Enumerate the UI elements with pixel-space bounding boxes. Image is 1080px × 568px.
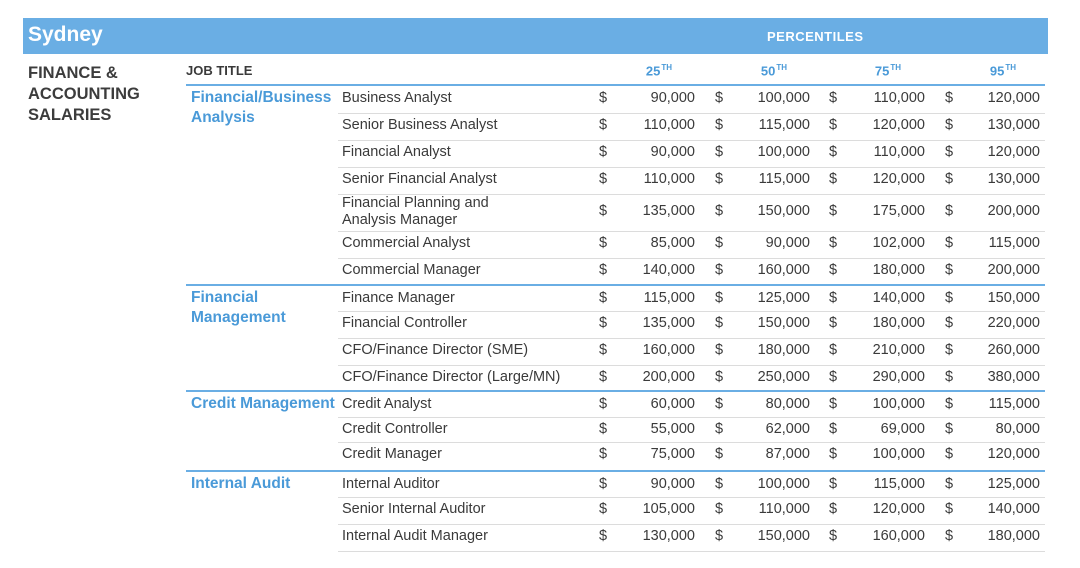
- currency-symbol: $: [715, 315, 724, 331]
- p25-value: 90,000: [650, 144, 695, 160]
- p50-value: 100,000: [757, 144, 810, 160]
- city-header-bar: [23, 18, 1048, 54]
- currency-symbol: $: [945, 90, 954, 106]
- currency-symbol: $: [715, 290, 724, 306]
- currency-symbol: $: [599, 421, 608, 437]
- currency-symbol: $: [829, 235, 838, 251]
- currency-symbol: $: [715, 446, 724, 462]
- p25-value: 60,000: [650, 396, 695, 412]
- job-title: Business Analyst: [342, 90, 452, 106]
- section-title-line: ACCOUNTING: [28, 85, 140, 103]
- job-title: Internal Audit Manager: [342, 528, 488, 544]
- p95-value: 180,000: [987, 528, 1040, 544]
- table-row: [338, 392, 1045, 417]
- p25-value: 75,000: [650, 446, 695, 462]
- job-title: CFO/Finance Director (Large/MN): [342, 369, 561, 385]
- p95-value: 130,000: [987, 171, 1040, 187]
- currency-symbol: $: [829, 290, 838, 306]
- job-title: CFO/Finance Director (SME): [342, 342, 529, 358]
- currency-symbol: $: [945, 342, 954, 358]
- table-row: [338, 194, 1045, 231]
- job-title: Credit Controller: [342, 421, 448, 437]
- currency-symbol: $: [599, 203, 608, 219]
- p25-value: 55,000: [650, 421, 695, 437]
- p50-value: 62,000: [765, 421, 810, 437]
- currency-symbol: $: [945, 315, 954, 331]
- job-title: Commercial Manager: [342, 262, 481, 278]
- job-title-column-header: JOB TITLE: [186, 63, 253, 78]
- p75-value: 120,000: [872, 501, 925, 517]
- section-title-line: SALARIES: [28, 106, 112, 124]
- p95-value: 200,000: [987, 262, 1040, 278]
- p25-number: 25: [645, 63, 661, 79]
- p25-value: 90,000: [650, 90, 695, 106]
- p50-value: 115,000: [758, 171, 810, 187]
- ordinal-suffix: TH: [776, 63, 787, 72]
- p75-value: 100,000: [872, 446, 925, 462]
- row-divider: [338, 551, 1045, 552]
- currency-symbol: $: [599, 117, 608, 133]
- p75-value: 180,000: [872, 315, 925, 331]
- p75-value: 120,000: [872, 117, 925, 133]
- currency-symbol: $: [715, 90, 724, 106]
- currency-symbol: $: [945, 144, 954, 160]
- currency-symbol: $: [829, 342, 838, 358]
- city-name: Sydney: [28, 23, 103, 46]
- currency-symbol: $: [599, 315, 608, 331]
- currency-symbol: $: [599, 290, 608, 306]
- currency-symbol: $: [829, 369, 838, 385]
- p50-value: 80,000: [765, 396, 810, 412]
- p25-value: 160,000: [642, 342, 695, 358]
- p95-value: 140,000: [987, 501, 1040, 517]
- p95-value: 260,000: [987, 342, 1040, 358]
- p95-value: 120,000: [987, 90, 1040, 106]
- p95-value: 220,000: [987, 315, 1040, 331]
- currency-symbol: $: [599, 446, 608, 462]
- p25-value: 140,000: [642, 262, 695, 278]
- p50-value: 250,000: [757, 369, 810, 385]
- section-title-line: FINANCE &: [28, 64, 118, 82]
- p25-value: 85,000: [650, 235, 695, 251]
- p25-value: 135,000: [642, 315, 695, 331]
- currency-symbol: $: [829, 90, 838, 106]
- p25-column-header: [612, 63, 672, 78]
- category-label: Credit Management: [191, 395, 335, 412]
- table-row: [338, 258, 1045, 285]
- p75-value: 110,000: [873, 144, 925, 160]
- currency-symbol: $: [945, 421, 954, 437]
- currency-symbol: $: [599, 171, 608, 187]
- table-row: [338, 442, 1045, 469]
- currency-symbol: $: [829, 446, 838, 462]
- currency-symbol: $: [945, 171, 954, 187]
- currency-symbol: $: [715, 476, 724, 492]
- p25-value: 115,000: [643, 290, 695, 306]
- p75-number: 75: [874, 63, 890, 79]
- table-row: [338, 417, 1045, 442]
- job-title: Credit Manager: [342, 446, 442, 462]
- currency-symbol: $: [715, 396, 724, 412]
- p25-value: 90,000: [650, 476, 695, 492]
- percentiles-label: PERCENTILES: [767, 29, 864, 44]
- currency-symbol: $: [715, 144, 724, 160]
- currency-symbol: $: [599, 342, 608, 358]
- job-title: Financial Analyst: [342, 144, 451, 160]
- p95-value: 130,000: [987, 117, 1040, 133]
- table-row: [338, 231, 1045, 258]
- table-row: [338, 472, 1045, 497]
- currency-symbol: $: [829, 262, 838, 278]
- currency-symbol: $: [945, 203, 954, 219]
- currency-symbol: $: [715, 528, 724, 544]
- p50-value: 90,000: [765, 235, 810, 251]
- table-row: [338, 524, 1045, 551]
- p50-column-header: [727, 63, 787, 78]
- p50-value: 125,000: [757, 290, 810, 306]
- p95-value: 200,000: [987, 203, 1040, 219]
- p95-value: 115,000: [988, 235, 1040, 251]
- p95-column-header: [956, 63, 1016, 78]
- table-row: [338, 365, 1045, 392]
- p25-value: 110,000: [643, 171, 695, 187]
- p50-value: 150,000: [757, 528, 810, 544]
- job-title: Internal Auditor: [342, 476, 440, 492]
- currency-symbol: $: [945, 501, 954, 517]
- currency-symbol: $: [599, 262, 608, 278]
- currency-symbol: $: [715, 262, 724, 278]
- category-label: Internal Audit: [191, 475, 291, 492]
- p50-value: 87,000: [765, 446, 810, 462]
- p95-number: 95: [989, 63, 1005, 79]
- p75-column-header: [841, 63, 901, 78]
- p50-value: 110,000: [758, 501, 810, 517]
- p75-value: 100,000: [872, 396, 925, 412]
- p95-value: 120,000: [987, 144, 1040, 160]
- currency-symbol: $: [715, 235, 724, 251]
- p95-value: 150,000: [987, 290, 1040, 306]
- table-row: [338, 113, 1045, 140]
- currency-symbol: $: [829, 171, 838, 187]
- currency-symbol: $: [599, 90, 608, 106]
- ordinal-suffix: TH: [890, 63, 901, 72]
- category-label: Financial/Business Analysis: [191, 89, 332, 126]
- currency-symbol: $: [599, 476, 608, 492]
- currency-symbol: $: [829, 117, 838, 133]
- currency-symbol: $: [715, 342, 724, 358]
- p75-value: 110,000: [873, 90, 925, 106]
- p75-value: 210,000: [872, 342, 925, 358]
- p75-value: 160,000: [872, 528, 925, 544]
- currency-symbol: $: [829, 421, 838, 437]
- ordinal-suffix: TH: [661, 63, 672, 72]
- currency-symbol: $: [599, 144, 608, 160]
- currency-symbol: $: [945, 396, 954, 412]
- table-row: [338, 338, 1045, 365]
- job-title: Credit Analyst: [342, 396, 432, 412]
- currency-symbol: $: [715, 117, 724, 133]
- currency-symbol: $: [945, 117, 954, 133]
- p75-value: 180,000: [872, 262, 925, 278]
- ordinal-suffix: TH: [1005, 63, 1016, 72]
- table-row: [338, 311, 1045, 338]
- p25-value: 200,000: [642, 369, 695, 385]
- currency-symbol: $: [945, 446, 954, 462]
- job-title: Financial Planning and Analysis Manager: [342, 195, 489, 228]
- table-row: [338, 497, 1045, 524]
- table-row: [338, 140, 1045, 167]
- table-row: [338, 167, 1045, 194]
- currency-symbol: $: [715, 421, 724, 437]
- section-title: [28, 63, 140, 126]
- p50-value: 100,000: [757, 476, 810, 492]
- p75-value: 140,000: [872, 290, 925, 306]
- currency-symbol: $: [945, 290, 954, 306]
- currency-symbol: $: [599, 396, 608, 412]
- p95-value: 120,000: [987, 446, 1040, 462]
- p75-value: 115,000: [873, 476, 925, 492]
- currency-symbol: $: [829, 501, 838, 517]
- currency-symbol: $: [945, 262, 954, 278]
- p75-value: 290,000: [872, 369, 925, 385]
- currency-symbol: $: [829, 203, 838, 219]
- job-title: Commercial Analyst: [342, 235, 471, 251]
- p95-value: 380,000: [987, 369, 1040, 385]
- p50-number: 50: [760, 63, 776, 79]
- p75-value: 120,000: [872, 171, 925, 187]
- currency-symbol: $: [945, 476, 954, 492]
- p25-value: 135,000: [642, 203, 695, 219]
- p75-value: 175,000: [872, 203, 925, 219]
- job-title: Finance Manager: [342, 290, 455, 306]
- currency-symbol: $: [829, 528, 838, 544]
- p50-value: 100,000: [757, 90, 810, 106]
- p95-value: 125,000: [987, 476, 1040, 492]
- currency-symbol: $: [715, 171, 724, 187]
- currency-symbol: $: [945, 369, 954, 385]
- currency-symbol: $: [599, 528, 608, 544]
- currency-symbol: $: [829, 144, 838, 160]
- job-title: Financial Controller: [342, 315, 467, 331]
- p50-value: 150,000: [757, 315, 810, 331]
- currency-symbol: $: [599, 501, 608, 517]
- p25-value: 105,000: [642, 501, 695, 517]
- job-title: Senior Financial Analyst: [342, 171, 497, 187]
- p95-value: 115,000: [988, 396, 1040, 412]
- p50-value: 115,000: [758, 117, 810, 133]
- job-title: Senior Internal Auditor: [342, 501, 486, 517]
- p75-value: 102,000: [872, 235, 925, 251]
- currency-symbol: $: [715, 369, 724, 385]
- currency-symbol: $: [829, 476, 838, 492]
- p75-value: 69,000: [880, 421, 925, 437]
- p25-value: 130,000: [642, 528, 695, 544]
- p95-value: 80,000: [995, 421, 1040, 437]
- currency-symbol: $: [715, 203, 724, 219]
- category-label: Financial Management: [191, 289, 286, 326]
- currency-symbol: $: [715, 501, 724, 517]
- currency-symbol: $: [945, 235, 954, 251]
- currency-symbol: $: [829, 315, 838, 331]
- p50-value: 160,000: [757, 262, 810, 278]
- currency-symbol: $: [829, 396, 838, 412]
- p25-value: 110,000: [643, 117, 695, 133]
- p50-value: 150,000: [757, 203, 810, 219]
- p50-value: 180,000: [757, 342, 810, 358]
- currency-symbol: $: [599, 235, 608, 251]
- table-row: [338, 86, 1045, 113]
- currency-symbol: $: [599, 369, 608, 385]
- currency-symbol: $: [945, 528, 954, 544]
- table-row: [338, 286, 1045, 311]
- job-title: Senior Business Analyst: [342, 117, 498, 133]
